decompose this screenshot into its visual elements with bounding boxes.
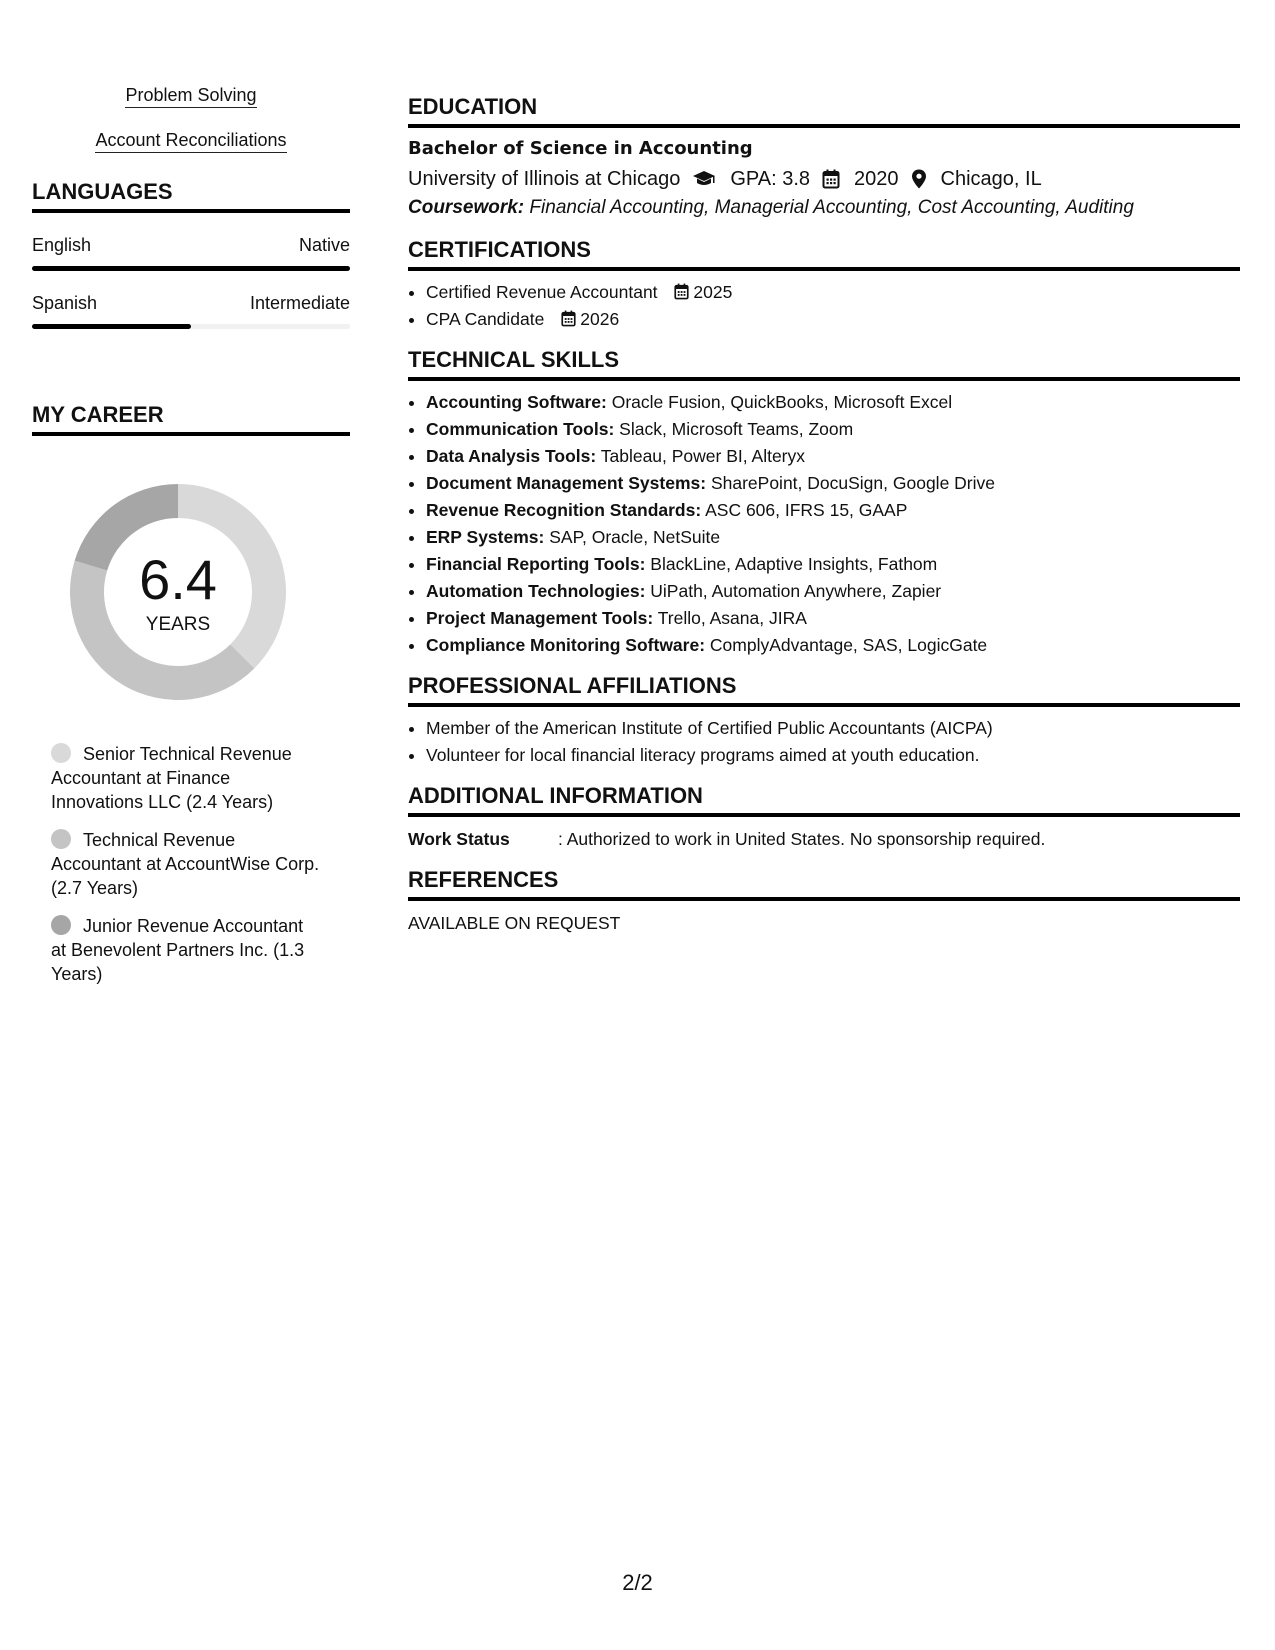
graduation-cap-icon [692, 170, 716, 188]
technical-skill-item [426, 470, 1240, 497]
skill-category: Automation Technologies: [426, 581, 646, 601]
skill-item-label: Problem Solving [125, 84, 256, 108]
skill-values: Slack, Microsoft Teams, Zoom [619, 419, 854, 439]
certifications-heading: CERTIFICATIONS [408, 237, 1240, 271]
language-proficiency-fill [32, 266, 350, 271]
technical-skills-heading: TECHNICAL SKILLS [408, 347, 1240, 381]
sidebar [32, 84, 350, 1000]
work-status-value: : Authorized to work in United States. No sponsorship required. [558, 829, 1046, 849]
certification-name: Certified Revenue Accountant [426, 282, 658, 302]
degree-title: Bachelor of Science in Accounting [408, 138, 753, 159]
map-marker-icon [911, 169, 927, 189]
language-name: English [32, 235, 92, 255]
affiliations-heading: PROFESSIONAL AFFILIATIONS [408, 673, 1240, 707]
additional-info-heading: ADDITIONAL INFORMATION [408, 783, 1240, 817]
donut-center [64, 478, 292, 706]
main-content [408, 94, 1240, 935]
work-status-label: Work Status [408, 829, 510, 849]
career-total-value: 6.4 [139, 548, 217, 611]
technical-skill-item [426, 551, 1240, 578]
skill-item [32, 129, 350, 153]
calendar-icon [561, 310, 576, 327]
skill-values: UiPath, Automation Anywhere, Zapier [650, 581, 942, 601]
language-proficiency-fill [32, 324, 191, 329]
skill-values: Trello, Asana, JIRA [657, 608, 807, 628]
career-legend-dot [51, 829, 71, 849]
technical-skill-item [426, 632, 1240, 659]
skill-item [32, 84, 350, 108]
languages-heading: LANGUAGES [32, 179, 350, 213]
career-legend-dot [51, 743, 71, 763]
skill-values: BlackLine, Adaptive Insights, Fathom [650, 554, 938, 574]
language-entry [32, 292, 350, 329]
coursework-label: Coursework: [408, 197, 525, 218]
skill-category: Communication Tools: [426, 419, 615, 439]
skill-category: Project Management Tools: [426, 608, 654, 628]
skill-values: SAP, Oracle, NetSuite [549, 527, 721, 547]
career-legend-item [51, 828, 321, 900]
skill-category: Revenue Recognition Standards: [426, 500, 702, 520]
education-details [408, 165, 1240, 193]
career-legend-item [51, 742, 321, 814]
coursework [408, 195, 1240, 221]
skill-values: Tableau, Power BI, Alteryx [600, 446, 806, 466]
language-row [32, 292, 350, 314]
skill-category: Accounting Software: [426, 392, 607, 412]
certifications-list [408, 279, 1240, 333]
career-legend-label: Senior Technical Revenue Accountant at Finance Innovations LLC (2.4 Years) [51, 744, 292, 812]
affiliations-list [408, 715, 1240, 769]
career-donut-chart [64, 478, 292, 706]
skill-category: ERP Systems: [426, 527, 545, 547]
skill-values: ComplyAdvantage, SAS, LogicGate [709, 635, 988, 655]
certification-name: CPA Candidate [426, 309, 545, 329]
skill-category: Financial Reporting Tools: [426, 554, 646, 574]
career-total-unit: YEARS [145, 614, 211, 635]
skill-values: SharePoint, DocuSign, Google Drive [710, 473, 995, 493]
technical-skill-item [426, 497, 1240, 524]
technical-skill-item [426, 605, 1240, 632]
skill-item-label: Account Reconciliations [95, 129, 286, 153]
affiliation-item: • Member of the American Institute of Certified Public Accountants (AICPA) [426, 715, 1240, 742]
coursework-list: Financial Accounting, Managerial Accounting, Cost Accounting, Auditing [529, 197, 1134, 218]
language-proficiency-bar [32, 324, 350, 329]
page-number: 2/2 [622, 1570, 653, 1595]
career-heading: MY CAREER [32, 402, 350, 436]
language-row [32, 234, 350, 256]
certification-item [426, 279, 1240, 306]
language-entry [32, 234, 350, 271]
skill-values: Oracle Fusion, QuickBooks, Microsoft Excel [611, 392, 953, 412]
technical-skill-item [426, 443, 1240, 470]
career-legend-item [51, 914, 321, 986]
gpa: GPA: 3.8 [730, 168, 811, 190]
technical-skills-list [408, 389, 1240, 659]
calendar-icon [674, 283, 689, 300]
technical-skill-item [426, 416, 1240, 443]
certification-year: 2025 [693, 282, 733, 302]
work-status-row [408, 827, 1240, 851]
language-proficiency-bar [32, 266, 350, 271]
skill-category: Compliance Monitoring Software: [426, 635, 706, 655]
school-name: University of Illinois at Chicago [408, 168, 681, 190]
certification-item [426, 306, 1240, 333]
certification-year: 2026 [580, 309, 620, 329]
references-heading: REFERENCES [408, 867, 1240, 901]
skill-category: Data Analysis Tools: [426, 446, 597, 466]
references-text: AVAILABLE ON REQUEST [408, 913, 621, 933]
skill-category: Document Management Systems: [426, 473, 707, 493]
career-legend [32, 742, 321, 986]
technical-skill-item [426, 389, 1240, 416]
language-level: Intermediate [249, 293, 350, 313]
career-legend-label: Junior Revenue Accountant at Benevolent Partners Inc. (1.3 Years) [51, 916, 305, 984]
language-level: Native [298, 235, 350, 255]
calendar-icon [822, 169, 840, 189]
technical-skill-item [426, 578, 1240, 605]
technical-skill-item [426, 524, 1240, 551]
affiliation-item: • Volunteer for local financial literacy programs aimed at youth education. [426, 742, 1240, 769]
language-name: Spanish [32, 293, 98, 313]
education-heading: EDUCATION [408, 94, 1240, 128]
career-legend-dot [51, 915, 71, 935]
school-location: Chicago, IL [940, 168, 1042, 190]
career-legend-label: Technical Revenue Accountant at AccountWise Corp. (2.7 Years) [51, 830, 320, 898]
skill-values: ASC 606, IFRS 15, GAAP [705, 500, 908, 520]
graduation-year: 2020 [854, 168, 899, 190]
